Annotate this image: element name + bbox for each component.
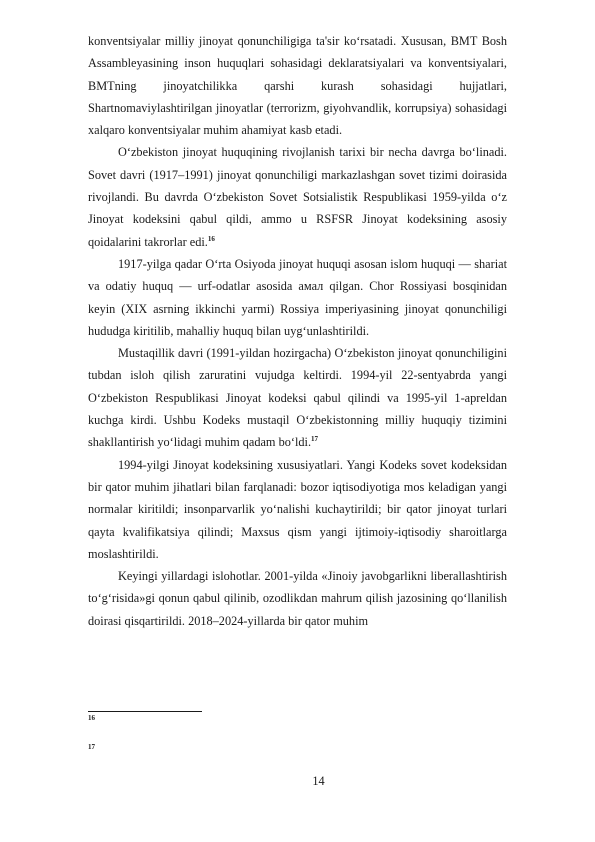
footnote-17 <box>88 743 95 751</box>
footnote-ref-17[interactable]: 17 <box>311 435 319 444</box>
page-number: 14 <box>312 774 325 788</box>
paragraph-6: Keyingi yillardagi islohotlar. 2001-yilda «Jinoiy javobgarlikni liberallashtirish toʻgʻrisida»gi qonun qabul qilinib, ozodlikdan mahrum qilish jazosining qoʻllanilish doirasi qisqartirildi. 2018–2024-yillarda bir qator muhim <box>88 569 507 628</box>
footnote-number: 17 <box>88 743 95 751</box>
footnote-number: 16 <box>88 714 95 722</box>
footnote-ref-16[interactable]: 16 <box>207 234 215 243</box>
footnote-separator <box>88 711 202 712</box>
body-text <box>88 30 507 632</box>
paragraph-5: 1994-yilgi Jinoyat kodeksining xususiyatlari. Yangi Kodeks sovet kodeksidan bir qator muhim jihatlari bilan farqlanadi: bozor iqtisodiyotiga mos keladigan yangi normalar kiritildi; insonparvarlik yoʻnalishi kuchaytirildi; bir qator jinoyat turlari qayta kvalifikatsiya qilindi; Maxsus qism yangi ijtimoiy-iqtisodiy sharoitlarga moslashtirildi. <box>88 457 507 561</box>
paragraph-4: Mustaqillik davri (1991-yildan hozirgacha) Oʻzbekiston jinoyat qonunchiligini tubdan isloh qilish zaruratini vujudga keltirdi. 1994-yil 22-sentyabrda yangi Oʻzbekiston Respublikasi Jinoyat kodeksi qabul qilindi va 1995-yil 1-apreldan kuchga kirdi. Ushbu Kodeks mustaqil Oʻzbekistonning milliy huquqiy tizimini shakllantirish yoʻlidagi muhim qadam boʻldi.$^{17}$ <box>88 346 507 450</box>
footnote-16 <box>88 714 95 722</box>
paragraph-1: konventsiyalar milliy jinoyat qonunchiligiga ta'sir koʻrsatadi. Xususan, BMT Bosh Assambleyasining inson huquqlari sohasidagi deklaratsiyalari va konventsiyalari, BMTning jinoyatchilikka qarshi kurash sohasidagi hujjatlari, Shartnomaviylashtirilgan jinoyatlar (terrorizm, giyohvandlik, korrupsiya) sohasidagi xalqaro konventsiyalar muhim ahamiyat kasb etadi. <box>88 34 507 138</box>
paragraph-2: Oʻzbekiston jinoyat huquqining rivojlanish tarixi bir necha davrga boʻlinadi. Sovet davri (1917–1991) jinoyat qonunchiligi markazlashgan sovet tizimi doirasida rivojlandi. Bu davrda Oʻzbekiston Sovet Sotsialistik Respublikasi 1959-yilda oʻz Jinoyat kodeksini qabul qildi, ammo u RSFSR Jinoyat kodeksining asosiy qoidalarini takrorlar edi.$^{16}$ <box>88 145 507 249</box>
paragraph-3: 1917-yilga qadar Oʻrta Osiyoda jinoyat huquqi asosan islom huquqi — shariat va odatiy huquq — urf-odatlar asosida амал qilgan. Chor Rossiyasi bosqinidan keyin (XIX asrning ikkinchi yarmi) Rossiya imperiyasining jinoyat qonunchiligi hududga kiritilib, mahalliy huquq bilan uygʻunlashtirildi. <box>88 256 507 338</box>
